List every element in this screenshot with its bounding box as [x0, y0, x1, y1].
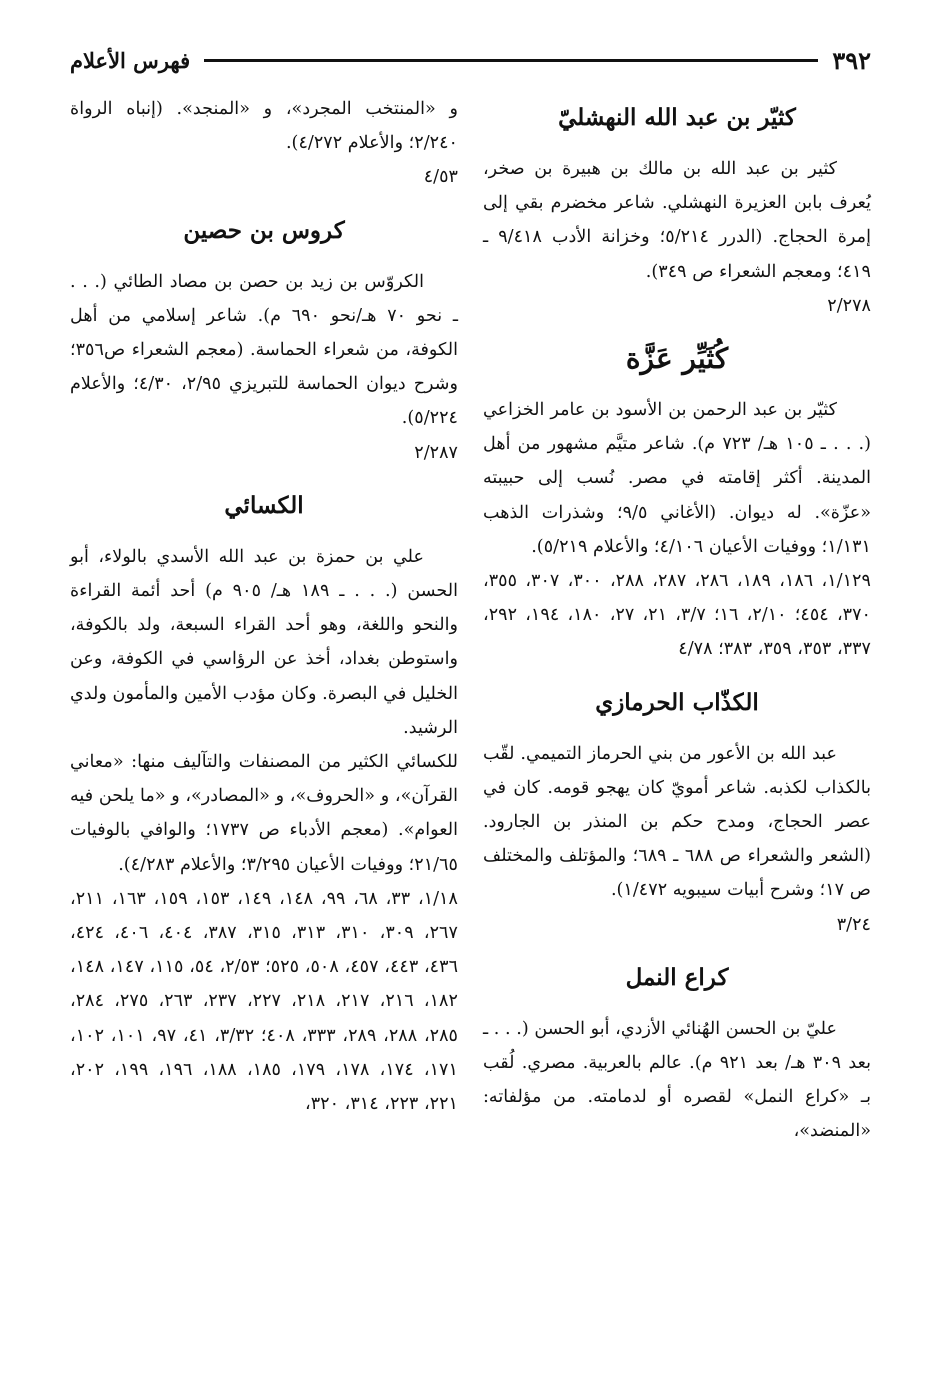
entry-reference: ٢/٢٨٧ — [414, 442, 458, 463]
right-column — [483, 92, 871, 1149]
entry-reference-list: ١/١٢٩، ١٨٦، ١٨٩، ٢٨٦، ٢٨٧، ٢٨٨، ٣٠٠، ٣٠٧، ٣٥٥، ٣٧٠، ٤٥٤؛ ٢/١٠، ١٦؛ ٣/٧، ٢١، ٢٧، ١٨٠، ١٩٤، ٢٩٢، ٣٣٧، ٣٥٣، ٣٥٩، ٣٨٣؛ ٤/٧٨ — [483, 571, 871, 660]
entry-body: كثير بن عبد الله بن مالك بن هبيرة بن صخر، يُعرف بابن العزيرة النهشلي. شاعر مخضرم بقي إلى إمرة الحجاج. (الدرر ٥/٢١٤؛ وخزانة الأدب ٩/٤١٨ ـ ٤١٩؛ ومعجم الشعراء ص ٣٤٩). — [483, 159, 871, 282]
running-title: فهرس الأعلام — [70, 47, 191, 73]
entry-reference-list: ١/١٨، ٣٣، ٦٨، ٩٩، ١٤٨، ١٤٩، ١٥٣، ١٥٩، ١٦٣، ٢١١، ٢٦٧، ٣٠٩، ٣١٠، ٣١٣، ٣١٥، ٣٨٧، ٤٠٤، ٤٠٦، ٤٢٤، ٤٣٦، ٤٤٣، ٤٥٧، ٥٠٨، ٥٢٥؛ ٢/٥٣، ٥٤، ١١٥، ١٤٧، ١٤٨، ١٨٢، ٢١٦، ٢١٧، ٢١٨، ٢٢٧، ٢٣٧، ٢٦٣، ٢٧٥، ٢٨٤، ٢٨٥، ٢٨٨، ٢٨٩، ٣٣٣، ٤٠٨؛ ٣/٣٢، ٤١، ٩٧، ١٠١، ١٠٢، ١٧١، ١٧٤، ١٧٨، ١٧٩، ١٨٥، ١٨٨، ١٩٦، ١٩٩، ٢٠٢، ٢٢١، ٢٢٣، ٣١٤، ٣٢٠، — [70, 888, 459, 1115]
page-header — [70, 40, 871, 80]
entry-body: كثيّر بن عبد الرحمن بن الأسود بن عامر الخزاعي (. . . ـ ١٠٥ هـ/ ٧٢٣ م). شاعر متيَّم مشهور من أهل المدينة. أكثر إقامته في مصر. نُسب إلى حبيبته «عزّة». له ديوان. (الأغاني ٩/٥؛ وشذرات الذهب ١/١٣١؛ ووفيات الأعيان ٤/١٠٦؛ والأعلام ٥/٢١٩). — [483, 400, 871, 557]
entry-title: كُثَيِّر عَزَّة — [625, 342, 729, 376]
left-column — [70, 92, 458, 1121]
entry-title: كروس بن حصين — [183, 216, 345, 244]
entry-body: عليّ بن الحسن الهُنائي الأزدي، أبو الحسن (. . . ـ بعد ٣٠٩ هـ/ بعد ٩٢١ م). عالم بالعربية. مصري. لُقب بـ «كراع النمل» لقصره أو لدمامته. من مؤلفاته: «المنضد»، — [483, 1018, 871, 1142]
entry-body: و «المنتخب المجرد»، و «المنجد». (إنباه الرواة ٢/٢٤٠؛ والأعلام ٤/٢٧٢). — [70, 99, 458, 154]
entry-reference: ٣/٢٤ — [836, 914, 871, 935]
entry-body: الكروّس بن زيد بن حصن بن مصاد الطائي (. . . ـ نحو ٧٠ هـ/نحو ٦٩٠ م). شاعر إسلامي من أهل الكوفة، من شعراء الحماسة. (معجم الشعراء ص٣٥٦؛ وشرح ديوان الحماسة للتبريزي ٢/٩٥، ٤/٣٠؛ والأعلام ٥/٢٢٤). — [70, 271, 458, 429]
entry-title: كراع النمل — [625, 963, 729, 991]
header-rule — [204, 59, 818, 62]
page-number: ٣٩٢ — [832, 45, 871, 75]
entry-reference: ٤/٥٣ — [423, 167, 458, 188]
entry-body: عبد الله بن الأعور من بني الحرماز التميمي. لقّب بالكذاب لكذبه. شاعر أمويّ كان يهجو قومه. كان في عصر الحجاج، ومدح حكم بن المنذر بن الجارود. (الشعر والشعراء ص ٦٨٨ ـ ٦٨٩؛ والمؤتلف والمختلف ص ١٧؛ وشرح أبيات سيبويه ١/٤٧٢). — [483, 743, 871, 901]
entry-title: الكسائي — [224, 491, 304, 519]
entry-body: للكسائي الكثير من المصنفات والتآليف منها: «معاني القرآن»، و «الحروف»، و «المصادر»، و «ما يلحن فيه العوام». (معجم الأدباء ص ١٧٣٧؛ والوافي بالوفيات ٢١/٦٥؛ ووفيات الأعيان ٣/٢٩٥؛ والأعلام ٤/٢٨٣). — [70, 752, 458, 875]
entry-title: الكذّاب الحرمازي — [595, 688, 759, 716]
entry-reference: ٢/٢٧٨ — [827, 295, 871, 316]
entry-title: كثيّر بن عبد الله النهشليّ — [558, 104, 796, 131]
entry-body: علي بن حمزة بن عبد الله الأسدي بالولاء، أبو الحسن (. . . ـ ١٨٩ هـ/ ٩٠٥ م) أحد أئمة القراءة والنحو واللغة، وهو أحد القراء السبعة، ولد بالكوفة، واستوطن بغداد، أخذ عن الرؤاسي في الكوفة، وعن الخليل في البصرة. وكان مؤدب الأمين والمأمون ولدي الرشيد. — [70, 546, 459, 738]
